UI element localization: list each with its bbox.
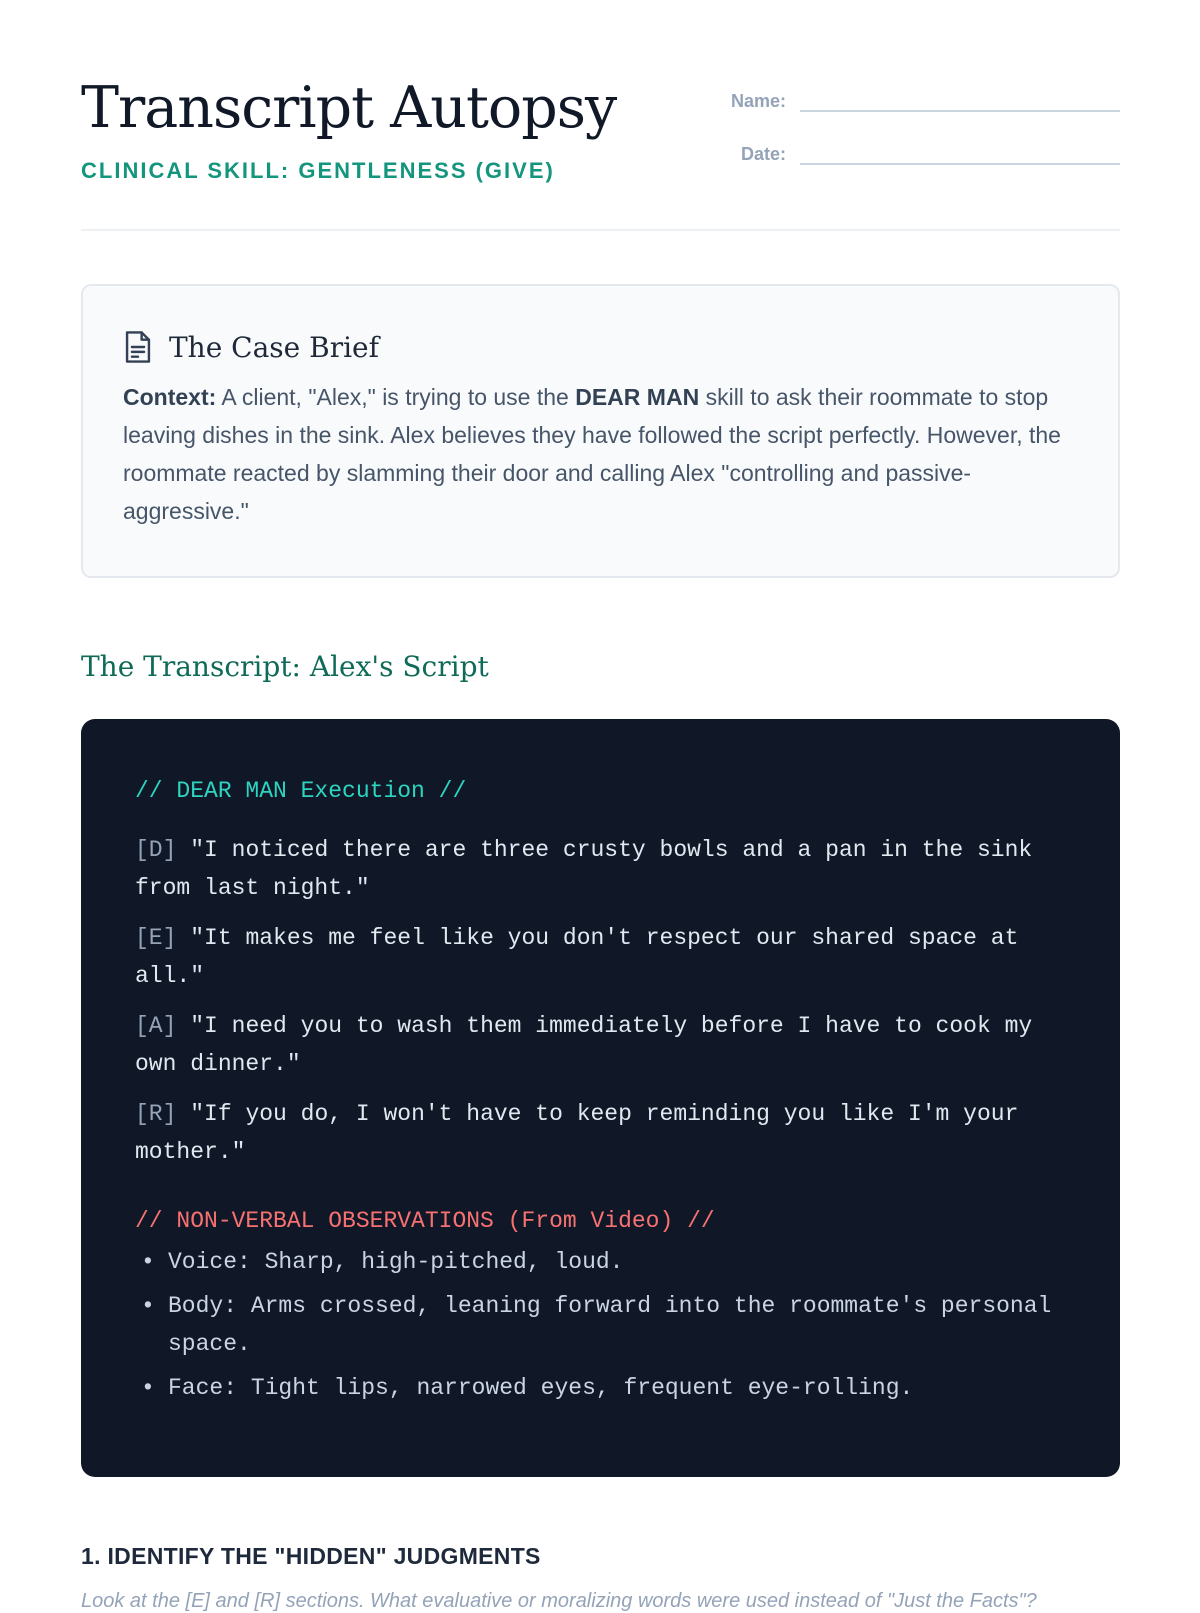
line-text: "It makes me feel like you don't respect our shared space at all.": [135, 925, 1019, 989]
line-tag: [D]: [135, 837, 177, 863]
observation-text: Body: Arms crossed, leaning forward into the roommate's personal space.: [168, 1293, 1052, 1357]
observations-list: [135, 1243, 1070, 1407]
worksheet-header: [81, 0, 1120, 231]
name-field: [696, 88, 1120, 112]
script-line-e: [135, 919, 1070, 995]
observation-text: Voice: Sharp, high-pitched, loud.: [168, 1249, 624, 1275]
name-line: [800, 88, 1120, 112]
line-text: "I noticed there are three crusty bowls and a pan in the sink from last night.": [135, 837, 1033, 901]
transcript-code-panel: [81, 719, 1120, 1477]
transcript-heading: The Transcript: Alex's Script: [81, 650, 489, 683]
worksheet-page: [81, 0, 1120, 1612]
script-line-r: [135, 1095, 1070, 1171]
question-title: 1. IDENTIFY THE "HIDDEN" JUDGMENTS: [81, 1543, 541, 1569]
context-text-2: skill to ask their roommate to stop leaving dishes in the sink. Alex believes they have followed the script perfectly. However, the roommate reacted by slamming their door and calling Alex "controlling and passive-aggressive.": [123, 384, 1061, 524]
list-item: • Voice: Sharp, high-pitched, loud.: [141, 1249, 624, 1275]
case-brief-card: [81, 284, 1120, 578]
context-label: Context:: [123, 384, 217, 410]
name-label: Name:: [730, 91, 786, 111]
page-title: Transcript Autopsy: [81, 75, 617, 141]
date-line: [800, 141, 1120, 165]
line-text: "I need you to wash them immediately before I have to cook my own dinner.": [135, 1013, 1033, 1077]
context-text-1: A client, "Alex," is trying to use the: [216, 384, 576, 410]
code-comment: // DEAR MAN Execution //: [135, 778, 467, 804]
list-item: • Face: Tight lips, narrowed eyes, frequent eye-rolling.: [141, 1375, 914, 1401]
line-tag: [E]: [135, 925, 177, 951]
line-text: "If you do, I won't have to keep reminding you like I'm your mother.": [135, 1101, 1019, 1165]
date-label: Date:: [740, 144, 786, 164]
page-subtitle: CLINICAL SKILL: GENTLENESS (GIVE): [81, 158, 555, 183]
document-icon: [123, 330, 153, 364]
observations-heading: // NON-VERBAL OBSERVATIONS (From Video) //: [135, 1208, 715, 1234]
observation-text: Face: Tight lips, narrowed eyes, frequent eye-rolling.: [168, 1375, 914, 1401]
question-text: Look at the [E] and [R] sections. What evaluative or moralizing words were used instead of "Just the Facts"?: [81, 1590, 1037, 1612]
case-brief-title: The Case Brief: [169, 330, 379, 364]
script-line-d: [135, 831, 1070, 907]
case-brief-header: [123, 330, 1078, 364]
case-brief-text: [123, 378, 1078, 530]
date-field: [696, 141, 1120, 165]
line-tag: [A]: [135, 1013, 177, 1039]
list-item: • Body: Arms crossed, leaning forward into the roommate's personal space.: [141, 1293, 1052, 1357]
script-line-a: [135, 1007, 1070, 1083]
skill-name: DEAR MAN: [575, 384, 700, 410]
line-tag: [R]: [135, 1101, 177, 1127]
